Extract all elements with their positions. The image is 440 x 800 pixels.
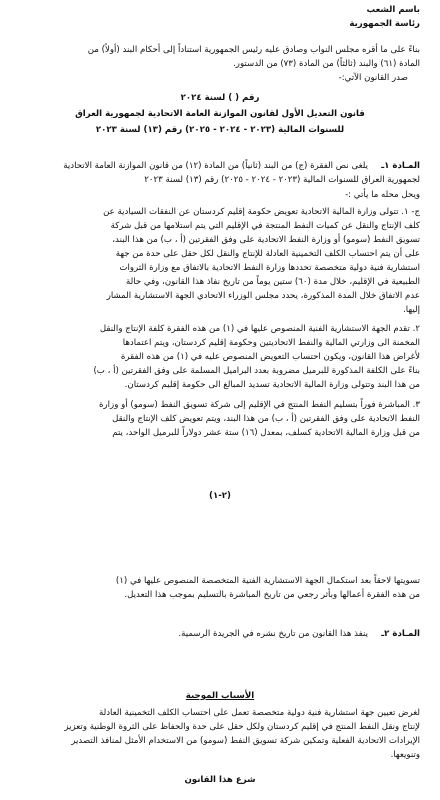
clause-3-line: من قبل وزارة المالية الاتحادية كسلف، بمعدل (١٦) ستة عشر دولاراً للبرميل الواحد، يتم [112, 428, 420, 438]
clause-c-line: استشارية فنية دولية متخصصة تحددها وزارة النفط الاتحادية بالاتفاق مع وزارة الثروات [119, 263, 420, 273]
article-2-text: ينفذ هذا القانون من تاريخ نشره في الجريدة الرسمية. [178, 629, 368, 639]
clause-c-line: كلف الإنتاج والنقل عن كميات النفط المنتجة في الإقليم التي يتم استلامها من قبل شركة [110, 221, 420, 231]
header-line-1: باسم الشعب [366, 5, 420, 15]
header-line-2: رئاسة الجمهورية [349, 19, 420, 29]
reasons-footer: شرع هذا القانون [184, 775, 256, 785]
clause-2-paragraph [20, 322, 420, 392]
clause-2-line: بناءً على الكلفة المذكورة للبرميل مضروبة بعدد البراميل المسلمة على وفق الفقرتين (أ ، ب) [93, 366, 420, 376]
article-1-label: المـادة ١ـ [381, 161, 420, 171]
law-number: رقم ( ) لسنة ٢٠٢٤ [180, 93, 260, 103]
continuation-line: تسويتها لاحقاً بعد استكمال الجهة الاستشارية الفنية المتخصصة المنصوص عليها في (١) [115, 576, 420, 586]
reasons-line: لغرض تعيين جهة استشارية فنية دولية متخصصة تعمل على احتساب الكلف التخمينية العادلة [98, 708, 420, 718]
continuation-line: من هذه الفقرة أعمالها وبأثر رجعي من تاريخ المباشرة بالتسليم بموجب هذا التعديل. [124, 590, 420, 600]
article-1-line-2: لجمهورية العراق للسنوات المالية (٢٠٢٣ - ٢٠٢٤ - ٢٠٢٥) رقم (١٣) لسنة ٢٠٢٣ [144, 175, 420, 185]
preamble-line-1: بناءً على ما أقره مجلس النواب وصادق عليه رئيس الجمهورية استناداً إلى أحكام البند (أولاً) من [87, 45, 420, 55]
reasons-heading: الأسباب الموجبة [185, 691, 255, 701]
clause-3-line: ٣. المباشرة فوراً بتسليم النفط المنتج في الإقليم إلى شركة تسويق النفط (سومو) أو وزارة [99, 400, 420, 410]
clause-2-line: ٢. تقدم الجهة الاستشارية الفنية المنصوص عليها في (١) من هذه الفقرة كلفة الإنتاج والنقل [99, 324, 420, 334]
clause-c-line: على أن يتم احتساب الكلف التخمينية العادلة للإنتاج والنقل لكل حقل على حدة من جهة [115, 249, 420, 259]
clause-2-line: المخمنة الى وزارتي المالية والنفط الاتحاديتين وحكومة إقليم كردستان، ويتم اعتمادها [122, 338, 420, 348]
clause-3-line: النفط الاتحادية على وفق الفقرتين (أ ، ب) من هذا البند، ويتم تعويض كلف الإنتاج والنقل [112, 414, 420, 424]
clause-c-paragraph [20, 205, 420, 317]
preamble-line-2: المادة (٦١) والبند (ثالثاً) من المادة (٧٣) من الدستور. [233, 59, 420, 69]
preamble-line-3: صدر القانون الآتي:- [338, 73, 408, 83]
clause-c-line: تسويق النفط (سومو) أو وزارة النفط الاتحادية على وفق الفقرتين (أ ، ب) من هذا البند، [112, 235, 420, 245]
clause-2-line: لأغراض هذا القانون، ويكون احتساب التعويض المنصوص عليه في (١) من هذه الفقرة [120, 352, 420, 362]
clause-c-line: إليها. [403, 305, 420, 315]
reasons-line: وتنويعها. [390, 750, 420, 760]
article-1-line-1: يلغى نص الفقرة (ج) من البند (ثانياً) من المادة (١٢) من قانون الموازنة العامة الاتحادية [63, 161, 368, 171]
reasons-paragraph [20, 706, 420, 762]
law-title-line-1: قانون التعديل الأول لقانون الموازنة العامة الاتحادية لجمهورية العراق [75, 109, 365, 119]
article-2-label: المـادة ٢ـ [381, 629, 420, 639]
article-1-line-3: ويحل محله ما يأتي :- [345, 190, 420, 200]
reasons-line: لإنتاج ونقل النفط المنتج في إقليم كردستان ولكل حقل على حدة والحفاظ على الثروة الوطنية وتعزيز [64, 722, 420, 732]
clause-2-line: من هذا البند وتتولى وزارة المالية الاتحادية تسديد المبالغ الى حكومة إقليم كردستان. [124, 380, 420, 390]
clause-c-line: ج- ١. تتولى وزارة المالية الاتحادية تعويض حكومة إقليم كردستان عن النفقات السيادية عن [103, 207, 420, 217]
law-title-line-2: للسنوات المالية (٢٠٢٣ - ٢٠٢٤ - ٢٠٢٥) رقم (١٣) لسنة ٢٠٢٣ [95, 125, 345, 135]
continuation-paragraph [20, 574, 420, 602]
clause-3-paragraph [20, 398, 420, 440]
page-marker: (٢-١) [209, 491, 231, 501]
clause-c-line: الطبيعية في الإقليم، خلال مدة (٦٠) ستين يوماً من تاريخ نفاذ هذا القانون، وفي حالة [126, 277, 420, 287]
reasons-line: الإيرادات الاتحادية الفعلية وتمكين شركة تسويق النفط (سومو) من الاستخدام الأمثل لمنافذ التصدير [71, 736, 420, 746]
clause-c-line: عدم الاتفاق خلال المدة المذكورة، يحدد مجلس الوزراء الاتحادي الجهة الاستشارية المشار [106, 291, 420, 301]
